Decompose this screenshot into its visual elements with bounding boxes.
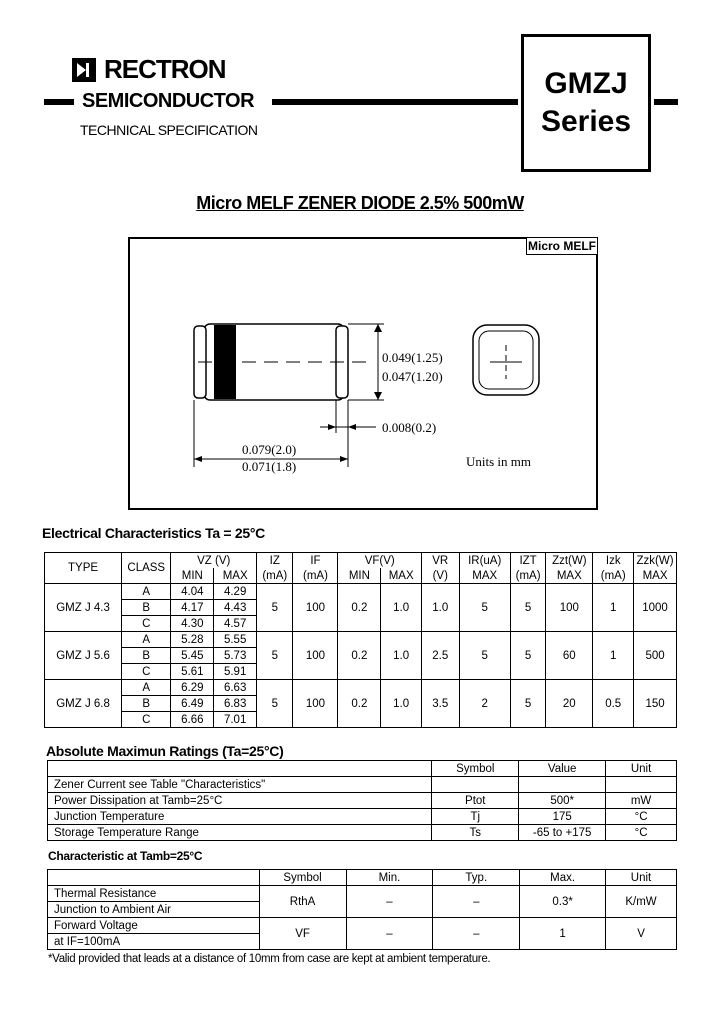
if-cell: 100 (293, 584, 338, 632)
sub-header-vf-min: MIN (338, 568, 381, 584)
sub-header-zzk-max: MAX (634, 568, 677, 584)
col-header-izt: IZT (510, 553, 545, 569)
dim-diameter-min: 0.047(1.20) (382, 369, 443, 384)
tech-spec-label: TECHNICAL SPECIFICATION (80, 122, 258, 138)
abs-header-parameter (48, 761, 432, 777)
vf-max-cell: 1.0 (381, 632, 422, 680)
sub-header-vf-max: MAX (381, 568, 422, 584)
max-cell: 1 (520, 918, 606, 950)
char-header-symbol: Symbol (259, 870, 346, 886)
izt-cell: 5 (510, 584, 545, 632)
unit-cell: V (606, 918, 677, 950)
vf-min-cell: 0.2 (338, 584, 381, 632)
if-cell: 100 (293, 632, 338, 680)
electrical-section-title: Electrical Characteristics Ta = 25°C (42, 525, 265, 541)
sub-header-ir-max: MAX (459, 568, 510, 584)
package-label: Micro MELF (528, 239, 596, 253)
col-header-ir: IR(uA) (459, 553, 510, 569)
vz-min-cell: 5.45 (171, 648, 214, 664)
class-cell: B (122, 648, 171, 664)
vf-max-cell: 1.0 (381, 584, 422, 632)
sub-header-max: MAX (214, 568, 257, 584)
series-label: Series (540, 105, 632, 138)
series-name: GMZJ (544, 67, 628, 100)
col-header-vf: VF(V) (338, 553, 422, 569)
char-header-unit: Unit (606, 870, 677, 886)
zzt-cell: 20 (546, 680, 593, 728)
zzk-cell: 500 (634, 632, 677, 680)
brand-name: RECTRON (104, 54, 226, 84)
dim-length-max: 0.079(2.0) (242, 442, 297, 457)
type-cell: GMZ J 6.8 (45, 680, 122, 728)
table-row (48, 825, 677, 841)
symbol-cell: Ptot (432, 793, 519, 809)
vz-max-cell: 5.91 (214, 664, 257, 680)
characteristic-title: Characteristic at Tamb=25°C (48, 849, 203, 863)
col-header-vr: VR (422, 553, 459, 569)
parameter-cell: Storage Temperature Range (48, 825, 432, 841)
ir-cell: 5 (459, 584, 510, 632)
sub-header-if-unit: (mA) (293, 568, 338, 584)
vz-max-cell: 4.57 (214, 616, 257, 632)
type-cell: GMZ J 4.3 (45, 584, 122, 632)
izt-cell: 5 (510, 680, 545, 728)
symbol-cell: Tj (432, 809, 519, 825)
char-header-max: Max. (520, 870, 606, 886)
table-row (45, 584, 677, 600)
symbol-cell (432, 777, 519, 793)
char-header-typ: Typ. (433, 870, 520, 886)
vz-max-cell: 5.55 (214, 632, 257, 648)
absolute-ratings-title: Absolute Maximun Ratings (Ta=25°C) (46, 743, 284, 759)
sub-header-izt-unit: (mA) (510, 568, 545, 584)
symbol-cell: Ts (432, 825, 519, 841)
abs-header-value: Value (519, 761, 606, 777)
parameter-cell: Junction to Ambient Air (48, 902, 260, 918)
iz-cell: 5 (257, 632, 293, 680)
vf-min-cell: 0.2 (338, 680, 381, 728)
ir-cell: 2 (459, 680, 510, 728)
vr-cell: 1.0 (422, 584, 459, 632)
sub-header-vr-unit: (V) (422, 568, 459, 584)
parameter-cell: at IF=100mA (48, 934, 260, 950)
class-cell: C (122, 616, 171, 632)
col-header-izk: Izk (593, 553, 634, 569)
table-row (48, 793, 677, 809)
vz-max-cell: 7.01 (214, 712, 257, 728)
table-row (48, 918, 677, 934)
vz-min-cell: 6.49 (171, 696, 214, 712)
sub-header-iz-unit: (mA) (257, 568, 293, 584)
iz-cell: 5 (257, 680, 293, 728)
vz-max-cell: 6.83 (214, 696, 257, 712)
parameter-cell: Zener Current see Table "Characteristics" (48, 777, 432, 793)
if-cell: 100 (293, 680, 338, 728)
class-cell: A (122, 632, 171, 648)
max-cell: 0.3* (520, 886, 606, 918)
footnote: *Valid provided that leads at a distance of 10mm from case are kept at ambient temperature. (48, 953, 491, 965)
min-cell: – (346, 918, 433, 950)
unit-cell: mW (606, 793, 677, 809)
col-header-if: IF (293, 553, 338, 569)
sub-header-izk-unit: (mA) (593, 568, 634, 584)
table-row (48, 777, 677, 793)
sub-header-zzt-max: MAX (546, 568, 593, 584)
table-row (45, 632, 677, 648)
typ-cell: – (433, 886, 520, 918)
header-rule-left (44, 99, 74, 105)
col-header-iz: IZ (257, 553, 293, 569)
header-rule-right (654, 99, 678, 105)
min-cell: – (346, 886, 433, 918)
vz-min-cell: 6.66 (171, 712, 214, 728)
symbol-cell: VF (259, 918, 346, 950)
unit-cell: °C (606, 809, 677, 825)
dim-band-width: 0.008(0.2) (382, 420, 437, 435)
symbol-cell: RthA (259, 886, 346, 918)
document-title: Micro MELF ZENER DIODE 2.5% 500mW (196, 193, 524, 213)
table-row (48, 809, 677, 825)
col-header-vz: VZ (V) (171, 553, 257, 569)
electrical-table (44, 552, 677, 728)
vf-max-cell: 1.0 (381, 680, 422, 728)
table-row (48, 886, 677, 902)
table-row (45, 680, 677, 696)
dim-length-min: 0.071(1.8) (242, 459, 297, 474)
vz-min-cell: 5.28 (171, 632, 214, 648)
vz-max-cell: 5.73 (214, 648, 257, 664)
vr-cell: 2.5 (422, 632, 459, 680)
unit-cell: °C (606, 825, 677, 841)
units-note: Units in mm (466, 454, 532, 469)
parameter-cell: Forward Voltage (48, 918, 260, 934)
izt-cell: 5 (510, 632, 545, 680)
col-header-zzk: Zzk(W) (634, 553, 677, 569)
izk-cell: 0.5 (593, 680, 634, 728)
vz-max-cell: 6.63 (214, 680, 257, 696)
vr-cell: 3.5 (422, 680, 459, 728)
izk-cell: 1 (593, 584, 634, 632)
ir-cell: 5 (459, 632, 510, 680)
class-cell: C (122, 712, 171, 728)
abs-header-unit: Unit (606, 761, 677, 777)
char-header-parameter (48, 870, 260, 886)
char-header-min: Min. (346, 870, 433, 886)
class-cell: B (122, 600, 171, 616)
parameter-cell: Junction Temperature (48, 809, 432, 825)
series-box (521, 34, 651, 172)
type-cell: GMZ J 5.6 (45, 632, 122, 680)
class-cell: C (122, 664, 171, 680)
value-cell: -65 to +175 (519, 825, 606, 841)
izk-cell: 1 (593, 632, 634, 680)
zzt-cell: 60 (546, 632, 593, 680)
value-cell: 500* (519, 793, 606, 809)
vz-min-cell: 4.04 (171, 584, 214, 600)
brand-subtitle: SEMICONDUCTOR (78, 90, 258, 113)
unit-cell (606, 777, 677, 793)
vf-min-cell: 0.2 (338, 632, 381, 680)
iz-cell: 5 (257, 584, 293, 632)
class-cell: A (122, 584, 171, 600)
parameter-cell: Thermal Resistance (48, 886, 260, 902)
vz-min-cell: 5.61 (171, 664, 214, 680)
col-header-type: TYPE (45, 553, 122, 584)
vz-max-cell: 4.43 (214, 600, 257, 616)
zzt-cell: 100 (546, 584, 593, 632)
parameter-cell: Power Dissipation at Tamb=25°C (48, 793, 432, 809)
zzk-cell: 150 (634, 680, 677, 728)
vz-min-cell: 4.17 (171, 600, 214, 616)
class-cell: A (122, 680, 171, 696)
unit-cell: K/mW (606, 886, 677, 918)
header-rule-middle (272, 99, 518, 105)
value-cell (519, 777, 606, 793)
col-header-class: CLASS (122, 553, 171, 584)
typ-cell: – (433, 918, 520, 950)
abs-header-symbol: Symbol (432, 761, 519, 777)
sub-header-min: MIN (171, 568, 214, 584)
absolute-ratings-table (47, 760, 677, 841)
value-cell: 175 (519, 809, 606, 825)
zzk-cell: 1000 (634, 584, 677, 632)
class-cell: B (122, 696, 171, 712)
col-header-zzt: Zzt(W) (546, 553, 593, 569)
dim-diameter-max: 0.049(1.25) (382, 350, 443, 365)
rectron-logo-icon (72, 58, 96, 82)
vz-max-cell: 4.29 (214, 584, 257, 600)
vz-min-cell: 6.29 (171, 680, 214, 696)
characteristic-table (47, 869, 677, 950)
vz-min-cell: 4.30 (171, 616, 214, 632)
